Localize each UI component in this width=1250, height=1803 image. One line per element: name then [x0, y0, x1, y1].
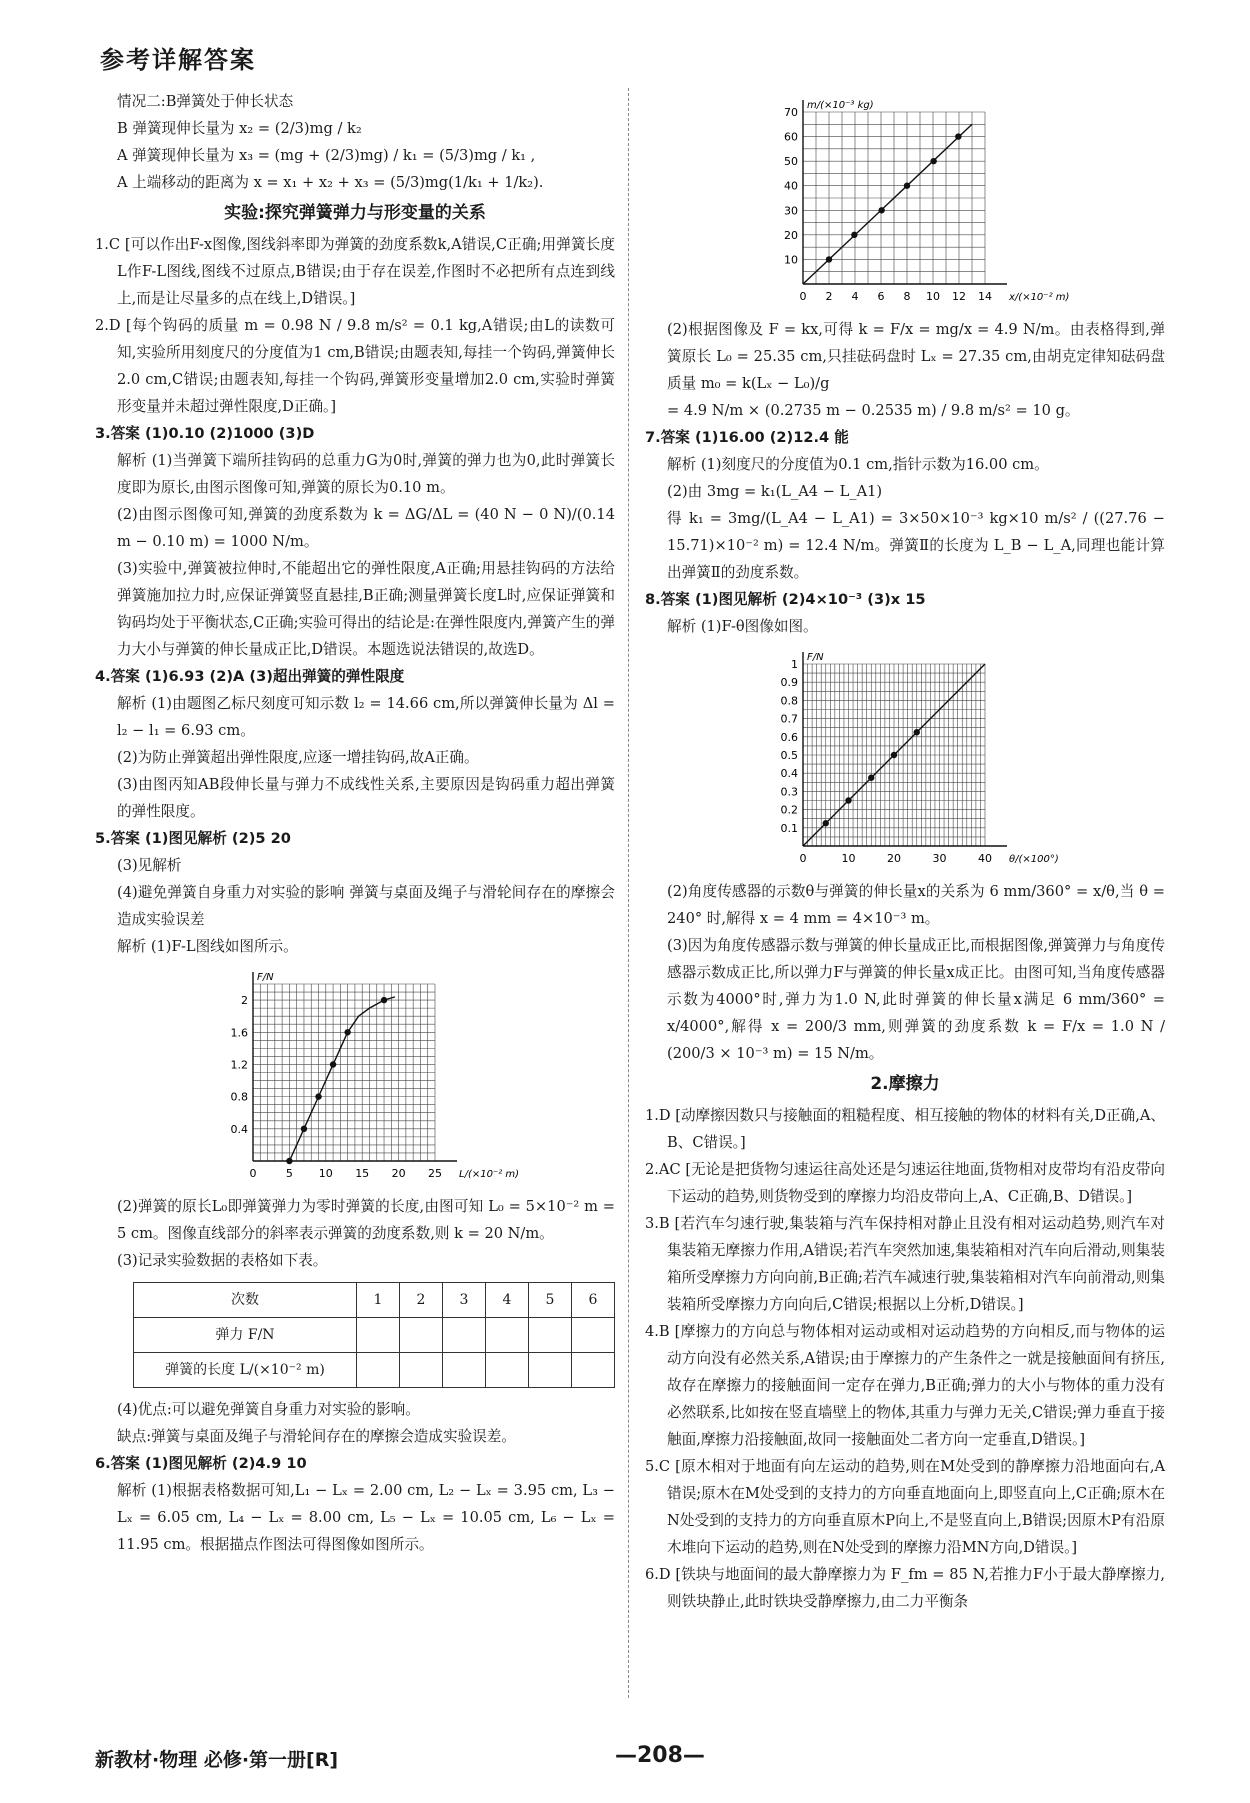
y-tick-label: 20: [784, 228, 798, 242]
chart-f-l: [205, 964, 520, 1189]
answer-3-key: 3.答案 (1)0.10 (2)1000 (3)D: [95, 425, 315, 442]
y-tick-label: 0.5: [780, 749, 798, 762]
y-tick-label: 0.2: [780, 803, 798, 817]
y-tick-label: 60: [784, 130, 798, 144]
page-number: —208—: [615, 1743, 705, 1768]
left-column: [95, 88, 615, 1558]
x-axis-label: x/(×10⁻² m): [1009, 292, 1070, 303]
x-tick-label: 0: [249, 1167, 257, 1180]
answer-5-part4: (4)避免弹簧自身重力对实验的影响 弹簧与桌面及绳子与滑轮间存在的摩擦会造成实验误差: [117, 884, 615, 928]
y-tick-label: 0.9: [780, 676, 798, 690]
friction-answer-4: 4.B [摩擦力的方向总与物体相对运动或相对运动趋势的方向相反,而与物体的运动方向没有必然关系,A错误;由于摩擦力的产生条件之一就是接触面间有挤压,故存在摩擦力的接触面间一定存在弹力,B正确;弹力的大小与物体的重力没有必然联系,比如按在竖直墙壁上的物体,其重力与弹力无关,C错误;弹力垂直于接触面,摩擦力沿接触面,故同一接触面处二者方向一定垂直,D错误。]: [645, 1323, 1165, 1448]
x-tick-label: 30: [932, 852, 947, 865]
y-tick-label: 0.6: [780, 730, 798, 744]
data-point: [851, 232, 857, 238]
page-header-title: 参考详解答案: [100, 46, 256, 74]
y-tick-label: 1.6: [230, 1026, 248, 1040]
answer-7-analysis-3: 得 k₁ = 3mg/(L_A4 − L_A1) = 3×50×10⁻³ kg×10 m/s² / ((27.76 − 15.71)×10⁻² m) = 12.4 N/m。弹簧Ⅱ的长度为 L_B − L_A,同理也能计算出弹簧Ⅱ的劲度系数。: [667, 510, 1165, 581]
data-point: [914, 729, 920, 735]
y-tick-label: 0.1: [780, 821, 798, 835]
record-table: [133, 1282, 615, 1388]
data-point: [904, 183, 910, 189]
y-tick-label: 2: [241, 994, 248, 1008]
answer-3-analysis-1: 解析 (1)当弹簧下端所挂钩码的总重力G为0时,弹簧的弹力也为0,此时弹簧长度即为原长,由图示图像可知,弹簧的原长为0.10 m。: [117, 452, 615, 496]
right-column: [645, 88, 1165, 1615]
answer-6-analysis-3: = 4.9 N/m × (0.2735 m − 0.2535 m) / 9.8 m/s² = 10 g。: [667, 402, 1080, 419]
friction-answer-2: 2.AC [无论是把货物匀速运往高处还是匀速运往地面,货物相对皮带均有沿皮带向下运动的趋势,则货物受到的摩擦力均沿皮带向上,A、C正确,B、D错误。]: [645, 1161, 1165, 1205]
y-tick-label: 0.4: [780, 767, 798, 781]
data-point: [891, 752, 897, 758]
table-col: 2: [400, 1283, 443, 1318]
column-divider: [628, 88, 629, 1698]
table-row-length: 弹簧的长度 L/(×10⁻² m): [134, 1353, 357, 1388]
answer-4-analysis-2: (2)为防止弹簧超出弹性限度,应逐一增挂钩码,故A正确。: [117, 749, 479, 766]
x-tick-label: 40: [978, 852, 992, 865]
x-tick-label: 4: [851, 290, 859, 303]
y-tick-label: 40: [784, 179, 798, 193]
table-row-force: 弹力 F/N: [134, 1318, 357, 1353]
answer-4-key: 4.答案 (1)6.93 (2)A (3)超出弹簧的弹性限度: [95, 668, 405, 685]
y-axis-label: F/N: [257, 972, 274, 983]
data-point: [930, 158, 936, 164]
answer-8-analysis-2: (2)角度传感器的示数θ与弹簧的伸长量x的关系为 6 mm/360° = x/θ,当 θ = 240° 时,解得 x = 4 mm = 4×10⁻³ m。: [667, 883, 1165, 927]
a-spring-extension: A 弹簧现伸长量为 x₃ = (mg + (2/3)mg) / k₁ = (5/3)mg / k₁ ,: [117, 147, 536, 164]
table-row: [134, 1283, 615, 1318]
answer-4-analysis-3: (3)由图丙知AB段伸长量与弹力不成线性关系,主要原因是钩码重力超出弹簧的弹性限度。: [117, 776, 615, 820]
answer-5-analysis-2: (2)弹簧的原长L₀即弹簧弹力为零时弹簧的长度,由图可知 L₀ = 5×10⁻² m = 5 cm。图像直线部分的斜率表示弹簧的劲度系数,则 k = 20 N/m。: [117, 1198, 615, 1242]
b-spring-extension: B 弹簧现伸长量为 x₂ = (2/3)mg / k₂: [117, 120, 362, 137]
answer-7-key: 7.答案 (1)16.00 (2)12.4 能: [645, 429, 849, 446]
answer-6-key: 6.答案 (1)图见解析 (2)4.9 10: [95, 1455, 307, 1472]
answer-3-analysis-3: (3)实验中,弹簧被拉伸时,不能超出它的弹性限度,A正确;用悬挂钩码的方法给弹簧施加拉力时,应保证弹簧竖直悬挂,B正确;测量弹簧长度L时,应保证弹簧和钩码均处于平衡状态,C正确;实验可得出的结论是:在弹性限度内,弹簧产生的弹力大小与弹簧的伸长量成正比,D错误。本题选说法错误的,故选D。: [117, 560, 615, 658]
answer-8-analysis-1: 解析 (1)F-θ图像如图。: [667, 618, 818, 635]
friction-answer-1: 1.D [动摩擦因数只与接触面的粗糙程度、相互接触的物体的材料有关,D正确,A、B、C错误。]: [645, 1107, 1165, 1151]
answer-8-key: 8.答案 (1)图见解析 (2)4×10⁻³ (3)x 15: [645, 591, 926, 608]
chart-m-x: [755, 92, 1070, 312]
x-tick-label: 8: [903, 290, 911, 303]
x-tick-label: 15: [355, 1167, 370, 1180]
y-tick-label: 30: [784, 204, 798, 218]
friction-answer-6: 6.D [铁块与地面间的最大静摩擦力为 F_fm = 85 N,若推力F小于最大静摩擦力,则铁块静止,此时铁块受静摩擦力,由二力平衡条: [645, 1566, 1165, 1610]
y-tick-label: 0.3: [780, 785, 798, 799]
table-col: 1: [357, 1283, 400, 1318]
answer-6-analysis-1: 解析 (1)根据表格数据可知,L₁ − Lₓ = 2.00 cm, L₂ − Lₓ = 3.95 cm, L₃ − Lₓ = 6.05 cm, L₄ − Lₓ = 8.00 cm, L₅ − Lₓ = 10.05 cm, L₆ − Lₓ = 11.95 cm。根据描点作图法可得图像如图所示。: [117, 1482, 615, 1553]
table-col: 5: [529, 1283, 572, 1318]
x-tick-label: 25: [428, 1167, 442, 1180]
x-tick-label: 6: [877, 290, 885, 303]
y-tick-label: 1.2: [230, 1058, 248, 1072]
footer-book-title: 新教材·物理 必修·第一册[R]: [95, 1749, 339, 1771]
x-tick-label: 10: [841, 852, 856, 865]
y-tick-label: 0.8: [230, 1090, 248, 1104]
y-axis-label: m/(×10⁻³ kg): [807, 100, 874, 111]
page-footer: [95, 1745, 1165, 1785]
x-tick-label: 0: [799, 290, 807, 303]
case-two-line: 情况二:B弹簧处于伸长状态: [117, 93, 294, 110]
friction-answer-3: 3.B [若汽车匀速行驶,集装箱与汽车保持相对静止且没有相对运动趋势,则汽车对集装箱无摩擦力作用,A错误;若汽车突然加速,集装箱相对汽车向后滑动,则集装箱所受摩擦力方向向前,B正确;若汽车减速行驶,集装箱相对汽车向前滑动,则集装箱所受摩擦力方向向后,C错误;根据以上分析,D错误。]: [645, 1215, 1165, 1313]
y-tick-label: 0.7: [780, 712, 798, 726]
a-top-distance: A 上端移动的距离为 x = x₁ + x₂ + x₃ = (5/3)mg(1/k₁ + 1/k₂).: [117, 174, 544, 191]
x-axis-label: θ/(×100°): [1009, 854, 1059, 865]
answer-3-analysis-2: (2)由图示图像可知,弹簧的劲度系数为 k = ΔG/ΔL = (40 N − 0 N)/(0.14 m − 0.10 m) = 1000 N/m。: [117, 506, 615, 550]
y-tick-label: 10: [784, 253, 798, 267]
y-tick-label: 70: [784, 106, 798, 119]
x-tick-label: 2: [825, 290, 833, 303]
section-title-friction: 2.摩擦力: [870, 1074, 940, 1094]
chart-f-theta: [755, 644, 1059, 874]
table-header-count: 次数: [134, 1283, 357, 1318]
answer-2: 2.D [每个钩码的质量 m = 0.98 N / 9.8 m/s² = 0.1 kg,A错误;由L的读数可知,实验所用刻度尺的分度值为1 cm,B错误;由题表知,每挂一个钩码,弹簧伸长2.0 cm,C错误;由题表知,每挂一个钩码,弹簧形变量增加2.0 cm,实验时弹簧形变量并未超过弹性限度,D正确。]: [95, 317, 615, 415]
y-tick-label: 0.4: [230, 1122, 248, 1136]
data-point: [330, 1061, 336, 1067]
fit-curve: [289, 997, 395, 1161]
y-tick-label: 0.8: [780, 694, 798, 708]
x-tick-label: 12: [952, 290, 966, 303]
friction-answer-5: 5.C [原木相对于地面有向左运动的趋势,则在M处受到的静摩擦力沿地面向右,A错误;原木在M处受到的支持力的方向垂直地面向上,即竖直向上,C正确;原木在N处受到的支持力的方向垂直原木P向上,不是竖直向上,B错误;因原木P有沿原木堆向下运动的趋势,则在N处受到的摩擦力沿MN方向,D错误。]: [645, 1458, 1165, 1556]
x-tick-label: 14: [978, 290, 992, 303]
answer-5-part3: (3)见解析: [117, 857, 182, 874]
answer-5-key: 5.答案 (1)图见解析 (2)5 20: [95, 830, 291, 847]
data-point: [845, 797, 851, 803]
y-axis-label: F/N: [807, 652, 824, 663]
data-point: [955, 133, 961, 139]
table-col: 6: [572, 1283, 615, 1318]
answer-5-analysis-4: (4)优点:可以避免弹簧自身重力对实验的影响。: [117, 1401, 420, 1418]
x-axis-label: L/(×10⁻² m): [459, 1169, 520, 1180]
answer-7-analysis-1: 解析 (1)刻度尺的分度值为0.1 cm,指针示数为16.00 cm。: [667, 456, 1049, 473]
data-point: [878, 207, 884, 213]
answer-4-analysis-1: 解析 (1)由题图乙标尺刻度可知示数 l₂ = 14.66 cm,所以弹簧伸长量为 Δl = l₂ − l₁ = 6.93 cm。: [117, 695, 615, 739]
data-point: [286, 1158, 292, 1164]
x-tick-label: 0: [799, 852, 807, 865]
y-tick-label: 50: [784, 155, 798, 169]
data-point: [826, 256, 832, 262]
answer-7-analysis-2: (2)由 3mg = k₁(L_A4 − L_A1): [667, 483, 883, 500]
answer-6-analysis-2: (2)根据图像及 F = kx,可得 k = F/x = mg/x = 4.9 N/m。由表格得到,弹簧原长 L₀ = 25.35 cm,只挂砝码盘时 Lₓ = 27.35 cm,由胡克定律知砝码盘质量 m₀ = k(Lₓ − L₀)/g: [667, 321, 1165, 392]
table-col: 3: [443, 1283, 486, 1318]
x-tick-label: 5: [285, 1167, 293, 1180]
answer-5-analysis-3: (3)记录实验数据的表格如下表。: [117, 1252, 328, 1269]
x-tick-label: 20: [887, 852, 901, 865]
data-point: [315, 1093, 321, 1099]
data-point: [823, 820, 829, 826]
answer-5-analysis-5: 缺点:弹簧与桌面及绳子与滑轮间存在的摩擦会造成实验误差。: [117, 1428, 516, 1445]
answer-5-analysis-1: 解析 (1)F-L图线如图所示。: [117, 938, 298, 955]
data-point: [301, 1126, 307, 1132]
table-row: [134, 1318, 615, 1353]
y-tick-label: 1: [791, 658, 798, 671]
table-col: 4: [486, 1283, 529, 1318]
answer-8-analysis-3: (3)因为角度传感器示数与弹簧的伸长量成正比,而根据图像,弹簧弹力与角度传感器示数成正比,所以弹力F与弹簧的伸长量x成正比。由图可知,当角度传感器示数为4000°时,弹力为1.0 N,此时弹簧的伸长量x满足 6 mm/360° = x/4000°,解得 x = 200/3 mm,则弹簧的劲度系数 k = F/x = 1.0 N / (200/3 × 10⁻³ m) = 15 N/m。: [667, 937, 1165, 1062]
answer-1: 1.C [可以作出F-x图像,图线斜率即为弹簧的劲度系数k,A错误,C正确;用弹簧长度L作F-L图线,图线不过原点,B错误;由于存在误差,作图时不必把所有点连到线上,而是让尽量多的点在线上,D错误。]: [95, 236, 615, 307]
data-point: [868, 775, 874, 781]
x-tick-label: 10: [926, 290, 940, 303]
x-tick-label: 10: [318, 1167, 333, 1180]
section-title-experiment: 实验:探究弹簧弹力与形变量的关系: [224, 203, 486, 223]
table-row: [134, 1353, 615, 1388]
data-point: [344, 1029, 350, 1035]
data-point: [381, 997, 387, 1003]
x-tick-label: 20: [391, 1167, 406, 1180]
